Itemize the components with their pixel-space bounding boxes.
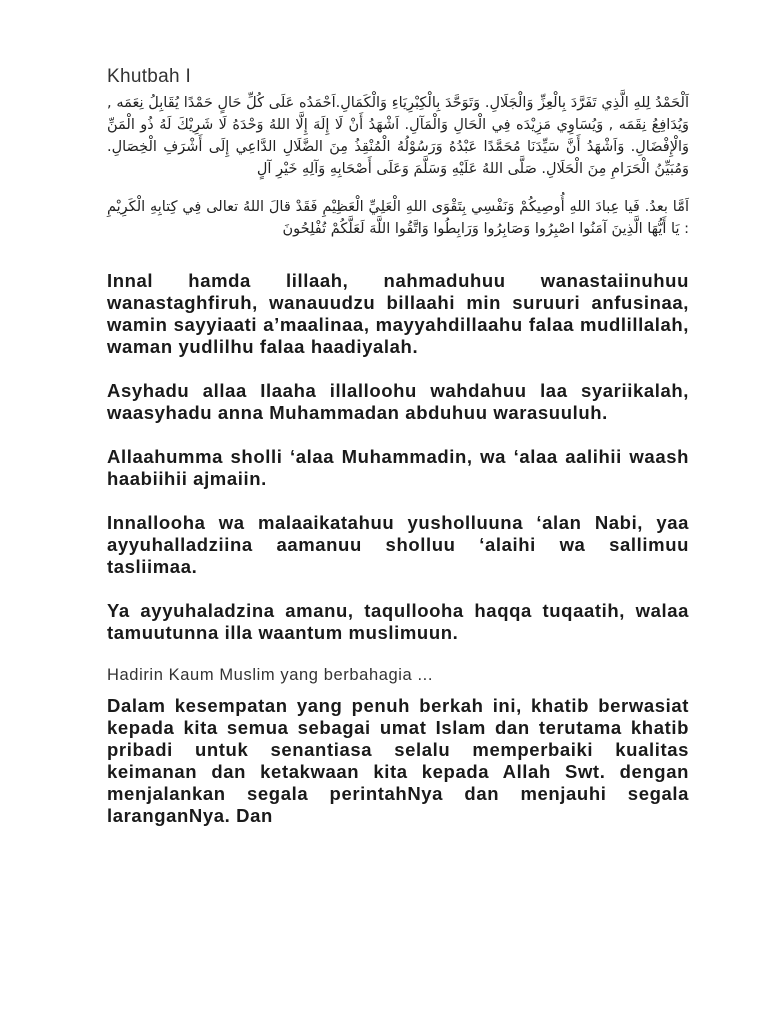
transliteration-paragraph-ayat-sholawat: Innallooha wa malaaikatahuu yusholluuna ‘alan Nabi, yaa ayyuhalladziina aamanuu sholluu ‘alaihi wa sallimuu tasliimaa. [107,512,689,577]
greeting-subheading: Hadirin Kaum Muslim yang berbahagia ... [107,666,434,684]
khutbah-heading: Khutbah I [107,66,192,87]
transliteration-paragraph-sholawat: Allaahumma sholli ‘alaa Muhammadin, wa ‘alaa aalihii waash haabiihii ajmaiin. [107,446,689,489]
document-page [107,66,689,827]
transliteration-paragraph-syahadat: Asyhadu allaa Ilaaha illallooh​u wahdahuu laa syariikalah, waasyhadu anna Muhammadan abduhuu warasuuluh. [107,380,689,423]
sermon-body-paragraph: Dalam kesempatan yang penuh berkah ini, khatib berwasiat kepada kita semua sebagai umat Islam dan terutama khatib pribadi untuk senantiasa selalu memperbaiki kualitas keimanan dan ketakwaan kita kepada Allah Swt. dengan menjalankan segala perintahNya dan menjauhi segala laranganNya. Dan [107,695,689,826]
transliteration-paragraph-ayat-taqwa: Ya ayyuhaladzina amanu, taqullooha haqqa tuqaatih, walaa tamuutunna illa waantum muslimuun. [107,600,689,643]
transliteration-paragraph-hamdalah: Innal hamda lillaah, nahmaduhuu wanastaiinuhuu wanastaghfiruh, wanauudzu billaahi min suruuri anfusinaa, wamin sayyiaati a’maalinaa, mayyahdillaahu falaa mudlillalah, waman yudlilhu falaa haadiyalah. [107,270,689,357]
arabic-wasiat-paragraph: اَمَّا بعدُ. فَيا عِبادَ اللهِ أُوصِيكُمْ وَنَفْسِي بِتَقْوَى اللهِ الْعَلِيِّ الْعَظِيْمِ فَقَدْ قالَ اللهُ تعالى فِي كِتابِهِ الْكَرِيْمِ : يَا أَيُّهَا الَّذِينَ آمَنُوا اصْبِرُوا وَصَابِرُوا وَرَابِطُوا وَاتَّقُوا اللَّهَ لَعَلَّكُمْ تُفْلِحُونَ [107,199,689,237]
arabic-opening-paragraph: اَلْحَمْدُ لِلهِ الَّذِي تَفَرَّدَ بِالْعِزِّ وَالْجَلَالِ. وَتَوَحَّدَ بِالْكِبْرِيَاءِ وَالْكَمَالِ.اَحْمَدُه عَلَى كُلِّ حَالٍ حَمْدًا يُقَابِلُ نِعَمَه , وَيُدَافِعُ نِقَمَه , وَيُسَاوِي مَزِيْدَه فِي الْحَالِ وَالْمَآلِ. اَشْهَدُ أَنْ لَا إِلَهَ إِلَّا اللهُ وَحْدَهُ لَا شَرِيْكَ لَهُ ذُو الْمَنِّ وَالْإِفْضَالِ. وَاَشْهَدُ أَنَّ سَيِّدَنَا مُحَمَّدًا عَبْدُهُ وَرَسُوْلُهُ الْمُنْقِذُ مِنَ الضَّلَالِ الدَّاعِي إِلَى أَشْرَفِ الْخِصَالِ. وَمُبَيِّنُ الْحَرَامِ مِنَ الْحَلَالِ. صَلَّى اللهُ عَلَيْهِ وَسَلَّمَ وَعَلَى أَصْحَابِهِ وَآلِهِ خَيْرِ آلٍ [107,95,689,177]
